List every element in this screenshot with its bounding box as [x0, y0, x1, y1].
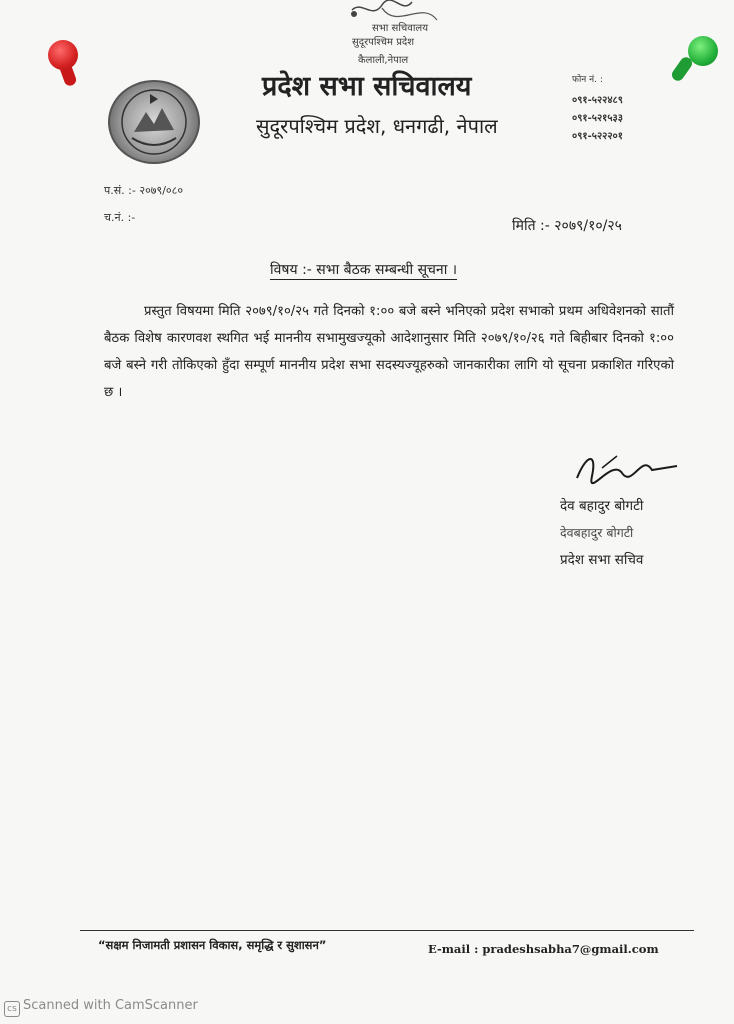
dispatch-number: च.नं. :-	[104, 211, 136, 224]
red-pushpin-icon	[48, 40, 78, 70]
footer-motto: “सक्षम निजामती प्रशासन विकास, समृद्धि र सुशासन”	[98, 938, 327, 952]
phone-number: ०९१-५२१५३३	[572, 113, 623, 124]
phone-number: ०९१-५२२२०१	[572, 131, 623, 142]
camscanner-watermark	[4, 998, 198, 1017]
office-title: प्रदेश सभा सचिवालय	[262, 71, 472, 102]
phone-label: फोन नं. :	[572, 75, 603, 85]
footer-email: E-mail : pradeshsabha7@gmail.com	[428, 942, 659, 956]
camscanner-watermark-text: Scanned with CamScanner	[23, 998, 198, 1013]
stamp-line2: सुदूरपश्चिम प्रदेश	[352, 37, 414, 48]
footer-divider	[80, 930, 694, 931]
letter-body-text: प्रस्तुत विषयमा मिति २०७९/१०/२५ गते दिनको १:०० बजे बस्ने भनिएको प्रदेश सभाको प्रथम अधिवेशनको सातौं बैठक विशेष कारणवश स्थगित भई माननीय सभामुखज्यूको आदेशानुसार मिति २०७९/१०/२६ गते बिहीबार दिनको १:०० बजे बस्ने गरी तोकिएको हुँदा सम्पूर्ण माननीय प्रदेश सभा सदस्यज्यूहरुको जानकारीका लागि यो सूचना प्रकाशित गरिएको छ ।	[104, 304, 674, 400]
letter-subject: विषय :- सभा बैठक सम्बन्धी सूचना ।	[270, 262, 458, 278]
signature-scribble-icon	[572, 448, 682, 488]
letter-date: मिति :- २०७९/१०/२५	[512, 218, 622, 234]
signer-name: देव बहादुर बोगटी	[560, 498, 644, 514]
province-emblem-icon	[108, 80, 200, 164]
stamp-line3: कैलाली,नेपाल	[358, 55, 409, 66]
stamp-line1: सभा सचिवालय	[372, 23, 428, 34]
office-address: सुदूरपश्चिम प्रदेश, धनगढी, नेपाल	[256, 114, 498, 138]
phone-number: ०९१-५२२४८९	[572, 95, 623, 106]
letter-reference-number: प.सं. :- २०७९/०८०	[104, 184, 184, 197]
camscanner-logo-icon: cs	[4, 1001, 20, 1017]
letter-body	[104, 298, 674, 406]
office-stamp	[342, 0, 452, 70]
signer-designation: प्रदेश सभा सचिव	[560, 552, 644, 568]
green-pushpin-icon	[688, 36, 718, 66]
signer-stamp: देवबहादुर बोगटी	[560, 525, 634, 540]
